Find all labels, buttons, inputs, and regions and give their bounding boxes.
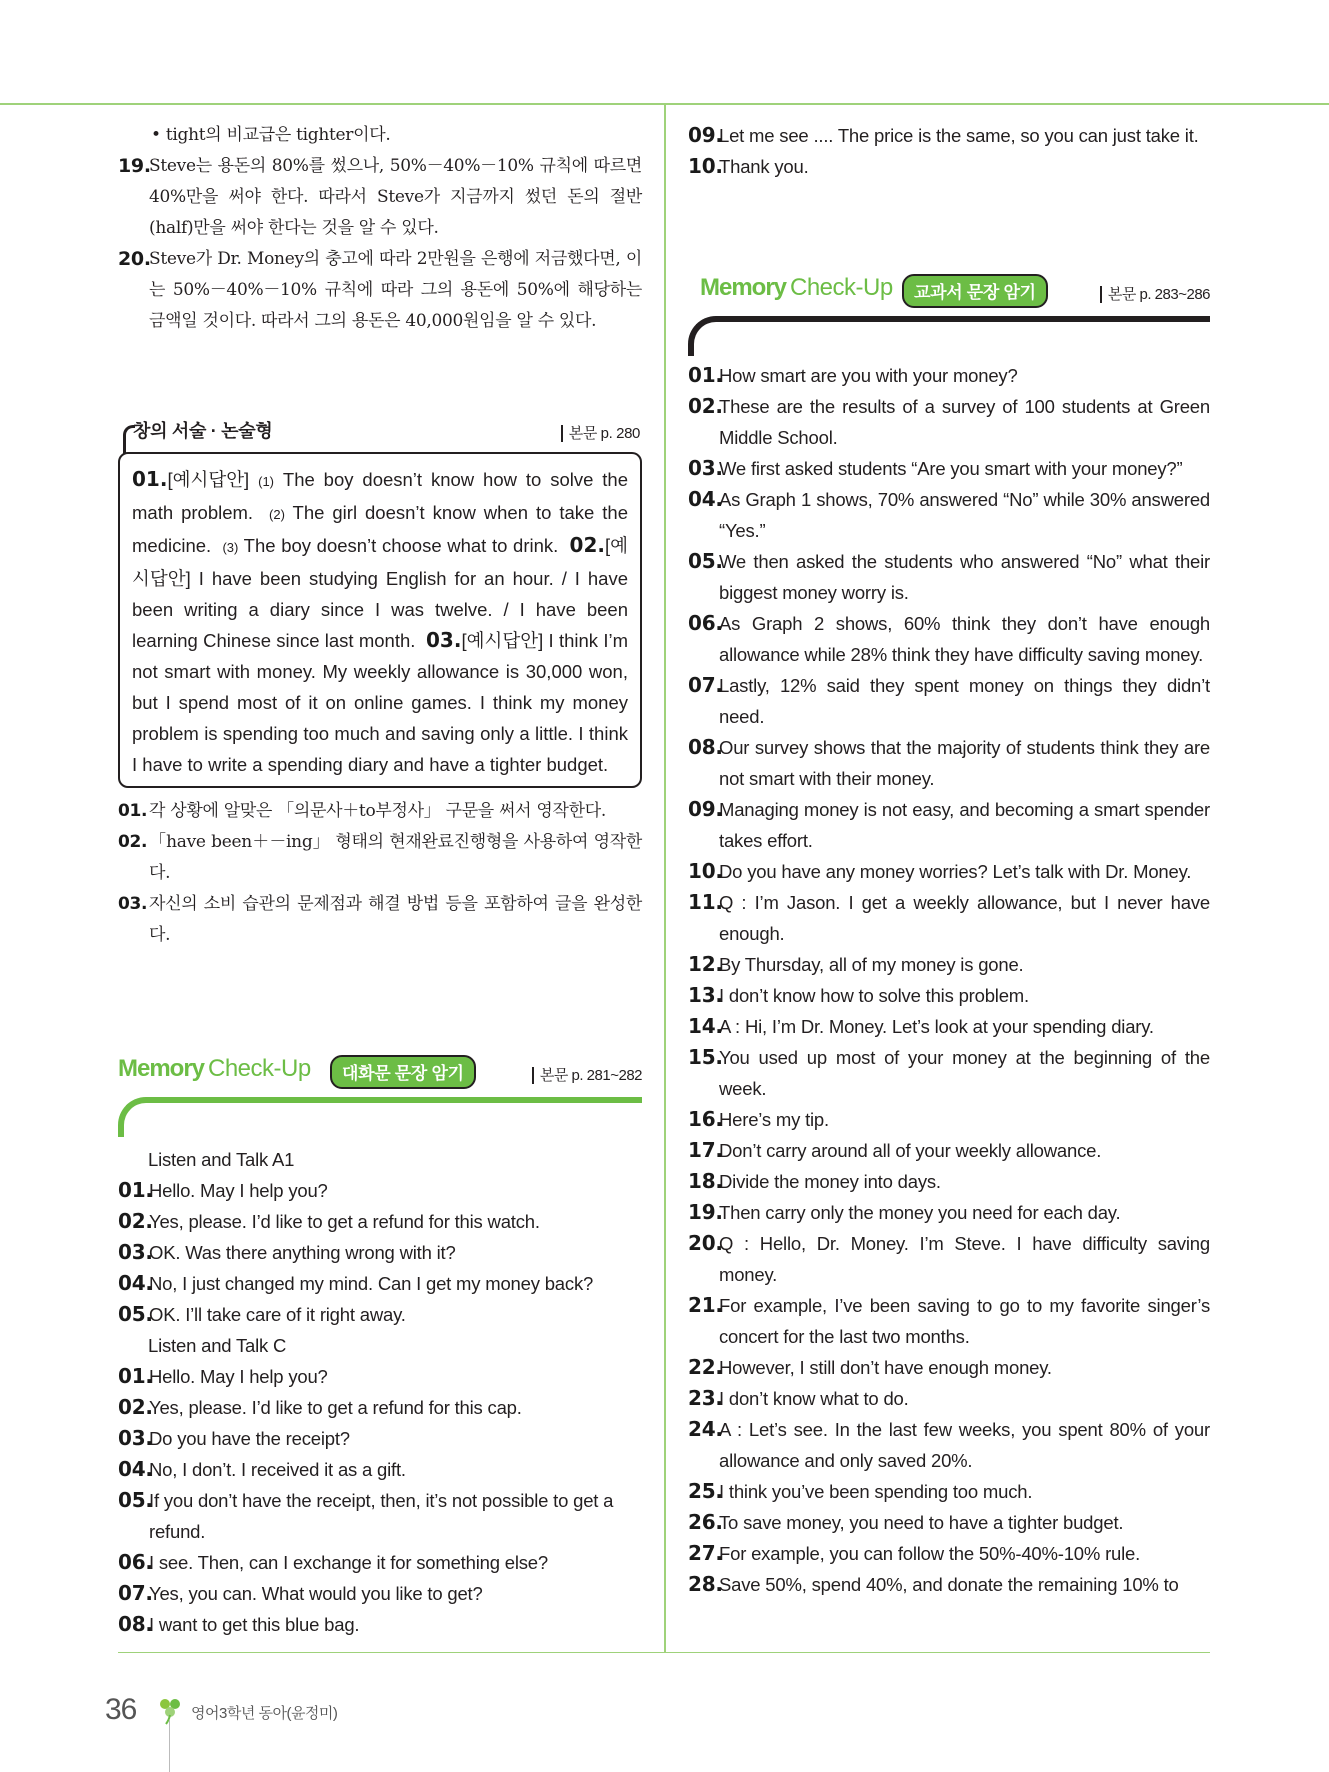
answer-text: The boy doesn’t choose what to drink. [243,535,559,556]
memory-title-light: Check-Up [790,274,893,301]
dialogue-line [118,1392,642,1423]
line-text: Hello. May I help you? [149,1366,328,1387]
line-number: 02. [118,1209,153,1233]
sentence-number: 08. [688,735,723,759]
sentence-text: I don’t know how to solve this problem. [719,985,1029,1006]
sentence-item [688,732,1210,794]
line-number: 02. [118,1395,153,1419]
line-number: 06. [118,1550,153,1574]
line-number: 08. [118,1612,153,1636]
sentence-item [688,856,1210,887]
memory-swoosh [118,1097,642,1141]
memory-title-light: Check-Up [208,1055,311,1082]
sub-number: (3) [222,540,239,555]
sentence-text: You used up most of your money at the beginning of the week. [719,1047,1210,1099]
sentence-number: 11. [688,890,723,914]
line-number: 05. [118,1302,153,1326]
memory-badge: 대화문 문장 암기 [330,1055,476,1089]
note-text: 자신의 소비 습관의 문제점과 해결 방법 등을 포함하여 글을 완성한다. [149,894,642,945]
memory-swoosh [688,316,1210,360]
bullet-note: • tight의 비교급은 tighter이다. [151,125,391,145]
dialogue-heading: Listen and Talk A1 [148,1149,295,1170]
clover-icon [157,1695,183,1730]
answer-number: 02. [569,533,605,557]
sentence-number: 21. [688,1293,723,1317]
note-text: Steve는 용돈의 80%를 썼으나, 50%－40%－10% 규칙에 따르면 40%만을 써야 한다. 따라서 Steve가 지금까지 썼던 돈의 절반(half)만을 써야 한다는 것을 알 수 있다. [149,156,642,238]
note-number: 03. [118,894,148,914]
sentence-item [688,1352,1210,1383]
dialogue-line [688,151,1210,182]
sentence-text: Divide the money into days. [719,1171,941,1192]
sentence-item [688,1011,1210,1042]
dialogue-list [118,1144,642,1640]
model-answer-box [118,452,642,788]
dialogue-line [688,120,1210,151]
sentence-text: For example, you can follow the 50%-40%-10% rule. [719,1543,1141,1564]
note-number: 01. [118,801,148,821]
line-number: 01. [118,1364,153,1388]
sentence-number: 20. [688,1231,723,1255]
answer-number: 01. [132,467,168,491]
right-column [688,120,1210,1600]
sentence-number: 03. [688,456,723,480]
line-number: 05. [118,1488,153,1512]
sentence-item [688,949,1210,980]
creative-section-header [118,419,642,452]
line-text: I see. Then, can I exchange it for something else? [149,1552,548,1573]
sentence-number: 13. [688,983,723,1007]
sub-number: (2) [269,507,285,522]
sentence-item [688,391,1210,453]
sentence-number: 19. [688,1200,723,1224]
sentence-item [688,1383,1210,1414]
sentence-number: 26. [688,1510,723,1534]
sentence-number: 18. [688,1169,723,1193]
book-title: 영어3학년 동아(윤정미) [191,1705,338,1722]
note-number: 19. [118,155,151,177]
answer-number: 03. [426,628,462,652]
sentence-item [688,608,1210,670]
sentence-text: These are the results of a survey of 100 students at Green Middle School. [719,396,1210,448]
sentence-item [688,1569,1210,1600]
memory-title-bold: Memory [118,1055,205,1082]
line-text: Thank you. [719,156,809,177]
dialogue-line [118,1578,642,1609]
memory-title-bold: Memory [700,274,787,301]
line-text: If you don’t have the receipt, then, it’s not possible to get a refund. [149,1490,614,1542]
dialogue-line [118,1268,642,1299]
line-number: 03. [118,1426,153,1450]
dialogue-heading: Listen and Talk C [148,1335,287,1356]
line-number: 03. [118,1240,153,1264]
sentence-item [688,1104,1210,1135]
swoosh-line [688,316,1210,356]
note-text: 각 상황에 알맞은 「의문사＋to부정사」 구문을 써서 영작한다. [149,801,606,821]
dialogue-line [118,1206,642,1237]
sentence-text: How smart are you with your money? [719,365,1018,386]
line-number: 04. [118,1457,153,1481]
dialogue-line [118,1454,642,1485]
sentence-item [688,670,1210,732]
creative-section-title: 창의 서술 · 논술형 [133,421,273,441]
sentence-text: Here’s my tip. [719,1109,829,1130]
sentence-text: To save money, you need to have a tighter budget. [719,1512,1124,1533]
grading-note [118,889,642,951]
sentence-item [688,1135,1210,1166]
sentence-text: I think you’ve been spending too much. [719,1481,1033,1502]
sentence-text: However, I still don’t have enough money. [719,1357,1052,1378]
page-reference: 본문 p. 281~282 [532,1067,642,1084]
sentence-item [688,1538,1210,1569]
line-text: No, I don’t. I received it as a gift. [149,1459,406,1480]
sentence-number: 27. [688,1541,723,1565]
line-text: Yes, you can. What would you like to get? [149,1583,483,1604]
sentence-item [688,546,1210,608]
sentence-item [688,1166,1210,1197]
column-divider [664,104,666,1652]
grading-notes [118,796,642,951]
sentence-number: 06. [688,611,723,635]
answer-text: The girl doesn’t know when to take the medicine. [132,502,629,556]
grading-note [118,827,642,889]
footer-rule [118,1652,1210,1653]
sentence-number: 16. [688,1107,723,1131]
dialogue-line [118,1547,642,1578]
sentence-text: Our survey shows that the majority of students think they are not smart with their money. [719,737,1210,789]
sentence-text: By Thursday, all of my money is gone. [719,954,1024,975]
dialogue-line [118,1237,642,1268]
line-text: OK. Was there anything wrong with it? [149,1242,456,1263]
line-text: Yes, please. I’d like to get a refund for this cap. [149,1397,522,1418]
footer-stem [169,1720,170,1772]
answer-label: [예시답안] [167,469,250,490]
sentence-number: 17. [688,1138,723,1162]
sentence-text: As Graph 1 shows, 70% answered “No” while 30% answered “Yes.” [719,489,1210,541]
page-reference: 본문 p. 280 [561,425,640,442]
sentence-item [688,887,1210,949]
sentence-number: 28. [688,1572,723,1596]
note-text: Steve가 Dr. Money의 충고에 따라 2만원을 은행에 저금했다면, 이는 50%－40%－10% 규칙에 따라 그의 용돈에 50%에 해당하는 금액일 것이다. 따라서 그의 용돈은 40,000원임을 알 수 있다. [149,249,642,331]
note-number: 02. [118,832,148,852]
line-number: 01. [118,1178,153,1202]
memory-checkup-header-textbook [688,274,1210,314]
answer-text: I have been studying English for an hour. / I have been writing a diary since I was twelve. / I have been learning Chinese since last month. [132,568,629,651]
sentence-text: A : Let’s see. In the last few weeks, you spent 80% of your allowance and only saved 20%. [719,1419,1210,1471]
sentence-number: 04. [688,487,723,511]
swoosh-line [118,1097,642,1137]
sentence-text: We first asked students “Are you smart with your money?” [719,458,1183,479]
note-number: 20. [118,248,151,270]
page-number: 36 [105,1693,137,1726]
sentence-number: 02. [688,394,723,418]
sentence-number: 24. [688,1417,723,1441]
line-text: Hello. May I help you? [149,1180,328,1201]
dialogue-line [118,1423,642,1454]
sentence-number: 23. [688,1386,723,1410]
sentence-item [688,1507,1210,1538]
memory-checkup-header-dialogue [118,1055,642,1095]
sentence-text: We then asked the students who answered “No” what their biggest money worry is. [719,551,1210,603]
sentence-text: Don’t carry around all of your weekly allowance. [719,1140,1102,1161]
sentence-text: Lastly, 12% said they spent money on things they didn’t need. [719,675,1210,727]
line-number: 09. [688,123,723,147]
sentence-text: Managing money is not easy, and becoming a smart spender takes effort. [719,799,1210,851]
sentence-number: 09. [688,797,723,821]
sentence-number: 25. [688,1479,723,1503]
sentence-number: 01. [688,363,723,387]
sentence-text: Then carry only the money you need for each day. [719,1202,1121,1223]
sentence-item [688,980,1210,1011]
sentence-item [688,1476,1210,1507]
dialogue-continuation [688,120,1210,182]
answer-label: [예시답안] [132,535,628,589]
sentence-item [688,1414,1210,1476]
sentence-text: Do you have any money worries? Let’s talk with Dr. Money. [719,861,1192,882]
sentence-item [688,453,1210,484]
sentence-number: 14. [688,1014,723,1038]
line-text: No, I just changed my mind. Can I get my money back? [149,1273,594,1294]
dialogue-line [118,1175,642,1206]
line-text: I want to get this blue bag. [149,1614,360,1635]
line-text: Let me see .... The price is the same, so you can just take it. [719,125,1199,146]
memory-badge: 교과서 문장 암기 [902,274,1048,308]
sentence-number: 05. [688,549,723,573]
sentence-item [688,1290,1210,1352]
sentence-text: For example, I’ve been saving to go to my favorite singer’s concert for the last two months. [719,1295,1210,1347]
sentence-item [688,1228,1210,1290]
textbook-sentence-list [688,360,1210,1600]
sentence-text: As Graph 2 shows, 60% think they don’t have enough allowance while 28% think they have difficulty saving money. [719,613,1210,665]
note-20 [118,244,642,337]
sentence-number: 07. [688,673,723,697]
sentence-text: Q : I’m Jason. I get a weekly allowance, but I never have enough. [719,892,1210,944]
sentence-number: 10. [688,859,723,883]
sentence-item [688,360,1210,391]
dialogue-line [118,1299,642,1330]
sentence-item [688,1197,1210,1228]
sentence-item [688,1042,1210,1104]
dialogue-line [118,1609,642,1640]
line-text: Do you have the receipt? [149,1428,350,1449]
sentence-item [688,794,1210,856]
explanation-notes [118,120,642,337]
note-19 [118,151,642,244]
sentence-item [688,484,1210,546]
note-text: 「have been＋－ing」 형태의 현재완료진행형을 사용하여 영작한다. [149,832,642,883]
line-text: OK. I’ll take care of it right away. [149,1304,406,1325]
grading-note [118,796,642,827]
sentence-text: I don’t know what to do. [719,1388,909,1409]
sub-number: (1) [258,474,274,489]
line-text: Yes, please. I’d like to get a refund for this watch. [149,1211,540,1232]
sentence-number: 12. [688,952,723,976]
page-reference: 본문 p. 283~286 [1100,286,1210,303]
line-number: 04. [118,1271,153,1295]
sentence-text: Save 50%, spend 40%, and donate the remaining 10% to [719,1574,1179,1595]
left-column [118,120,642,1640]
line-number: 07. [118,1581,153,1605]
sentence-number: 15. [688,1045,723,1069]
sentence-text: A : Hi, I’m Dr. Money. Let’s look at your spending diary. [719,1016,1154,1037]
answer-text: I think I’m not smart with money. My weekly allowance is 30,000 won, but I spend most of it on online games. I think my money problem is spending too much and saving only a little. I think I have to write a spending diary and have a tighter budget. [132,630,628,775]
answer-text: The boy doesn’t know how to solve the math problem. [132,469,629,523]
dialogue-line [118,1485,642,1547]
line-number: 10. [688,154,723,178]
dialogue-line [118,1361,642,1392]
sentence-number: 22. [688,1355,723,1379]
answer-label: [예시답안] [461,630,544,651]
sentence-text: Q : Hello, Dr. Money. I’m Steve. I have difficulty saving money. [719,1233,1210,1285]
